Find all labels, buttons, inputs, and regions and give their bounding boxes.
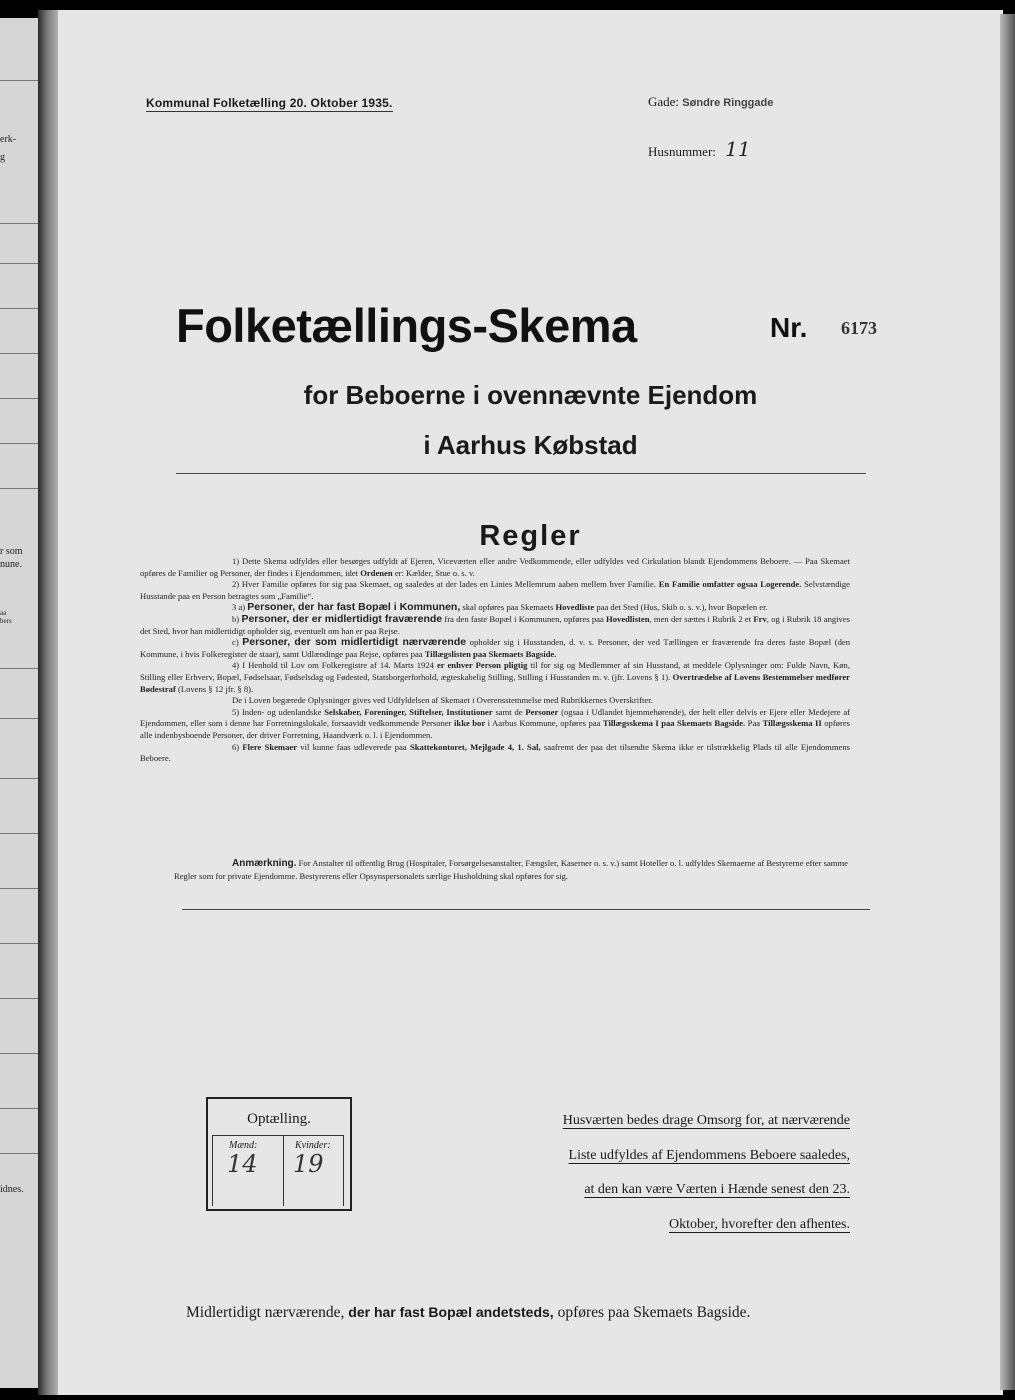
- form-number-label: Nr.: [770, 312, 808, 343]
- rule-3b: b) Personer, der er midlertidigt fraværende fra den faste Bopæl i Kommunen, opføres paa Hovedlisten, men der sættes i Rubrik 2 et Frv, og i Rubrik 18 angives det Sted, hvor han midlertidigt opholder sig, eventuelt om han er paa Rejse.: [140, 612, 851, 636]
- women-count: 19: [293, 1150, 324, 1178]
- ruled-line: [0, 80, 38, 81]
- rule-6: 6) Flere Skemaer vil kunne faas udleverede paa Skattekontoret, Mejlgade 4, 1. Sal, saafremt der paa det tilsendte Skema ikke er tilstrækkelig Plads til alle Ejendommens Beboere.: [140, 741, 850, 764]
- rules-text: [140, 556, 850, 765]
- book-gutter: [38, 10, 60, 1395]
- census-form-page: [58, 10, 1003, 1395]
- rule-4: 4) I Henhold til Lov om Folkeregistre af 14. Marts 1924 er enhver Person pligtig til for sig og Medlemmer af sin Husstand, at meddele Oplysninger om: Fulde Navn, Køn, Stilling eller Erhverv, Bopæl, Fødselsaar, Fødselsdag og Fødested, Statsborgerforhold, ægteskabelig Stilling, Stilling i Husstanden m. v. (jfr. Lovens § 1). Overtrædelse af Lovens Bestemmelser medfører Bødestraf (Lovens § 12 jfr. § 8).: [140, 660, 851, 694]
- landlord-notice: [510, 1104, 850, 1242]
- ruled-line: [0, 778, 38, 779]
- tally-box: [206, 1097, 352, 1211]
- tally-divider: [283, 1136, 284, 1206]
- left-fragment: nune.: [0, 559, 22, 570]
- tally-heading: Optælling.: [247, 1111, 311, 1127]
- ruled-line: [0, 398, 38, 399]
- ruled-line: [0, 1153, 38, 1154]
- page-edge-shadow: [1000, 14, 1015, 1390]
- divider-line: [182, 909, 870, 910]
- notice-line: Oktober, hvorefter den afhentes.: [669, 1216, 850, 1232]
- men-label: Mænd:: [229, 1140, 258, 1151]
- form-number-value: 6173: [841, 318, 877, 338]
- tally-grid: [212, 1135, 344, 1206]
- ruled-line: [0, 943, 38, 944]
- men-count: 14: [227, 1150, 258, 1178]
- ruled-line: [0, 718, 38, 719]
- remark-paragraph: [174, 857, 848, 882]
- left-fragment: bers: [0, 617, 12, 625]
- rule-3a: 3 a) Personer, der har fast Bopæl i Kommunen, skal opføres paa Skemaets Hovedliste paa det Sted (Hus, Skib o. s. v.), hvor Bopælen er.: [232, 601, 768, 614]
- left-fragment: r som: [0, 546, 23, 557]
- footer-note: Midlertidigt nærværende, der har fast Bopæl andetsteds, opføres paa Skemaets Bagside.: [186, 1304, 751, 1321]
- rule-4-note: De i Loven begærede Oplysninger gives ved Udfyldelsen af Skemaet i Overensstemmelse med Rubrikkernes Overskrifter.: [232, 695, 653, 706]
- women-label: Kvinder:: [295, 1140, 331, 1151]
- rule-3c: c) Personer, der som midlertidigt nærværende opholder sig i Husstanden, d. v. s. Personer, der ved Tællingen er fraværende fra deres faste Bopæl (den Kommune, i hvis Folkeregister de staar), samt Udlændinge paa Rejse, opføres paa Tillægslisten paa Skemaets Bagside.: [140, 636, 850, 659]
- street-field: [648, 94, 773, 110]
- left-fragment: g: [0, 152, 5, 163]
- notice-line: Husværten bedes drage Omsorg for, at nærværende: [562, 1113, 850, 1128]
- rules-heading: Regler: [479, 520, 582, 552]
- form-subtitle: for Beboerne i ovennævnte Ejendom: [303, 380, 758, 410]
- house-number-field: [648, 137, 751, 161]
- house-number-value: 11: [725, 137, 751, 161]
- ruled-line: [0, 443, 38, 444]
- form-title: Folketællings-Skema: [176, 299, 637, 352]
- ruled-line: [0, 668, 38, 669]
- form-municipality: i Aarhus Købstad: [423, 430, 638, 460]
- ruled-line: [0, 353, 38, 354]
- notice-line: Liste udfyldes af Ejendommens Beboere saaledes,: [568, 1147, 850, 1163]
- previous-page-edge: [0, 18, 38, 1388]
- ruled-line: [0, 488, 38, 489]
- ruled-line: [0, 888, 38, 889]
- ruled-line: [0, 1108, 38, 1109]
- street-label: Gade:: [648, 94, 680, 109]
- census-title: Kommunal Folketælling 20. Oktober 1935.: [146, 96, 393, 110]
- ruled-line: [0, 263, 38, 264]
- ruled-line: [0, 998, 38, 999]
- remark-text: For Anstalter til offentlig Brug (Hospitaler, Forsørgelsesanstalter, Fængsler, Kaserner o. s. v.) samt Hoteller o. l. udfyldes Skemaerne af Bestyrerne efter samme Regler som for private Ejendomme. Bestyrerens eller Opsynspersonalets særlige Husholdning skal opføres for sig.: [174, 858, 848, 881]
- ruled-line: [0, 833, 38, 834]
- rule-2: 2) Hver Familie opføres for sig paa Skemaet, og saaledes at der lades en Linies Mellemrum aaben mellem hver Familie. En Familie omfatter ogsaa Logerende. Selvstændige Husstande paa en Person betragtes som „Familie“.: [140, 579, 850, 601]
- notice-line: at den kan være Værten i Hænde senest den 23.: [584, 1182, 850, 1197]
- divider-line: [176, 473, 866, 474]
- left-fragment: idnes.: [0, 1184, 24, 1195]
- street-value: Søndre Ringgade: [682, 97, 774, 109]
- rule-5: 5) Inden- og udenlandske Selskaber, Foreninger, Stiftelser, Institutioner samt de Personer (ogsaa i Udlandet hjemmehørende), der helt eller delvis er Ejere eller Medejere af Ejendommen, eller som i denne har Forretningslokale, forsaavidt vedkommende Personer ikke bor i Aarhus Kommune, opføres paa Tillægsskema I paa Skemaets Bagside. Paa Tillægsskema II opføres alle indenbysboende Personer, der driver Forretning, Haandværk o. l. i Ejendommen.: [140, 706, 851, 740]
- remark-label: Anmærkning.: [232, 858, 297, 869]
- ruled-line: [0, 308, 38, 309]
- house-number-label: Husnummer:: [648, 144, 716, 159]
- ruled-line: [0, 1053, 38, 1054]
- rule-1: 1) Dette Skema udfyldes eller besørges udfyldt af Ejeren, Viceværten eller andre Vedkommende, eller udfyldes ved Cirkulation blandt Ejendommens Beboere. — Paa Skemaet opføres de Familier og Personer, der findes i Ejendommen, idet Ordenen er: Kælder, Stue o. s. v.: [140, 556, 850, 578]
- left-fragment: erk-: [0, 134, 17, 145]
- ruled-line: [0, 223, 38, 224]
- left-fragment: aa: [0, 609, 7, 617]
